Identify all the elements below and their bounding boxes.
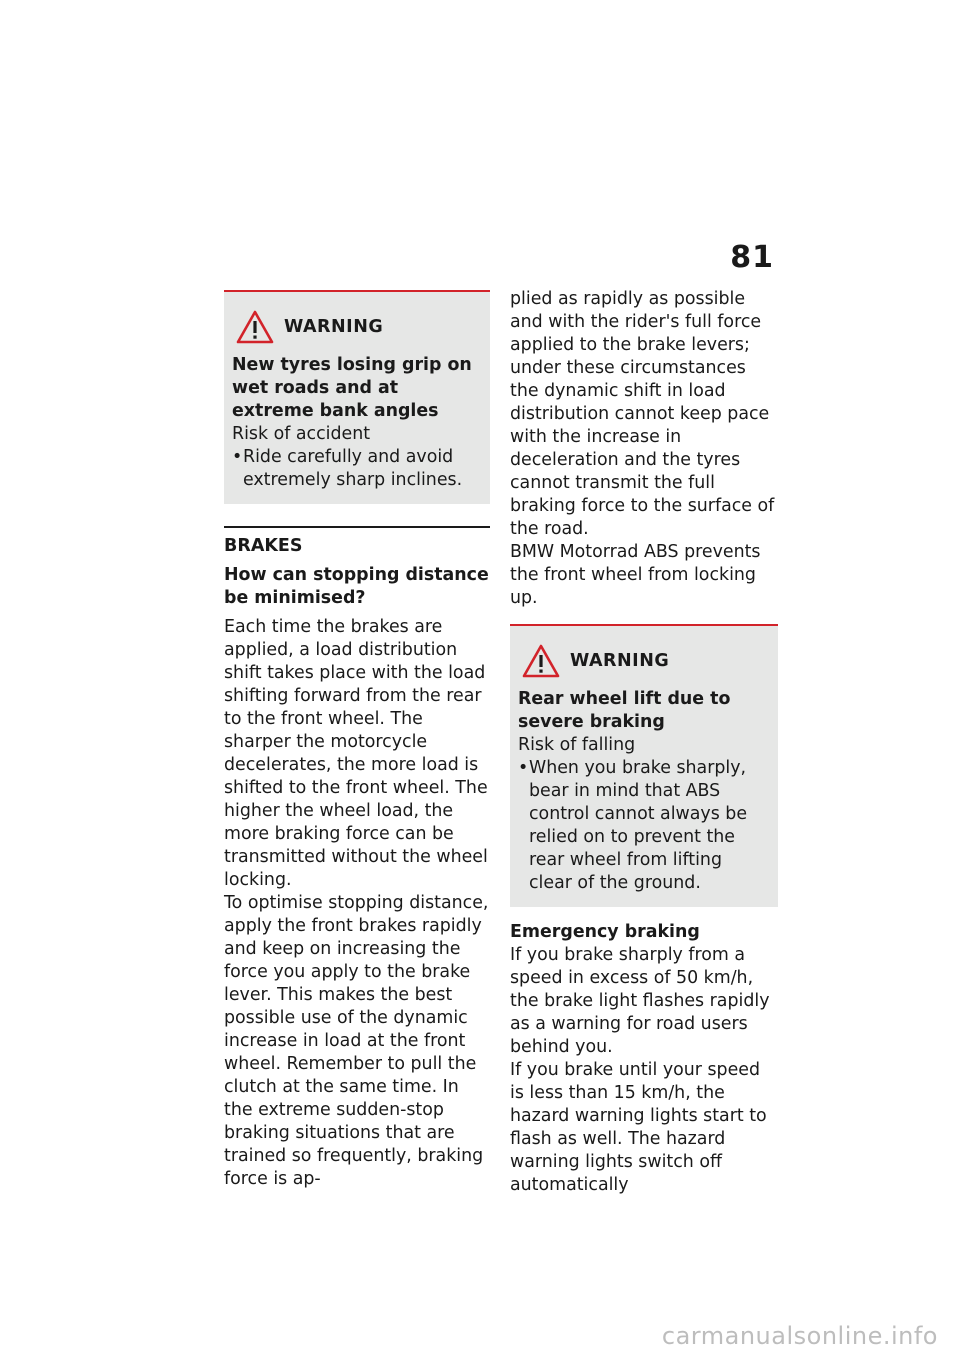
warning-subject: Rear wheel lift due to severe braking xyxy=(518,689,731,732)
warning-box-tyres xyxy=(224,290,490,504)
emergency-title: Emergency braking xyxy=(510,922,700,942)
warning-title: WARNING xyxy=(284,317,384,337)
emergency-braking-section xyxy=(510,921,778,1197)
warning-bullet-text: Ride carefully and avoid extremely sharp inclines. xyxy=(243,447,463,490)
body-paragraph: To optimise stopping distance, apply the front brakes rapidly and keep on increasing the force you apply to the brake lever. This makes the best possible use of the dynamic increase in load at the front wheel. Remember to pull the clutch at the same time. In the extreme sudden-stop braking situations that are trained so frequently, braking force is ap- xyxy=(224,893,489,1189)
warning-title: WARNING xyxy=(570,651,670,671)
section-brakes xyxy=(224,526,490,1191)
warning-bullet xyxy=(232,446,482,492)
section-title: BRAKES xyxy=(224,536,303,556)
warning-header xyxy=(518,644,770,678)
page-number: 81 xyxy=(730,240,774,275)
warning-header xyxy=(232,310,482,344)
warning-triangle-icon xyxy=(522,644,560,678)
body-paragraph: plied as rapidly as possible and with the rider's full force applied to the brake levers; under these circumstances the dynamic shift in load distribution cannot keep pace with the increase in deceleration and the tyres cannot transmit the full braking force to the surface of the road. xyxy=(510,289,775,539)
warning-risk: Risk of accident xyxy=(232,424,371,444)
warning-box-rear-wheel xyxy=(510,624,778,907)
warning-triangle-icon xyxy=(236,310,274,344)
warning-risk: Risk of falling xyxy=(518,735,636,755)
bullet-dot: • xyxy=(232,447,243,467)
right-column xyxy=(510,288,778,1197)
watermark: carmanualsonline.info xyxy=(661,1322,938,1350)
bullet-dot: • xyxy=(518,758,529,778)
warning-subject: New tyres losing grip on wet roads and at extreme bank angles xyxy=(232,355,472,421)
body-paragraph: BMW Motorrad ABS prevents the front wheel from locking up. xyxy=(510,542,761,608)
left-column xyxy=(224,290,490,1191)
warning-bullet-text: When you brake sharply, bear in mind that ABS control cannot always be relied on to prevent the rear wheel from lifting clear of the ground. xyxy=(529,758,748,893)
body-paragraph: Each time the brakes are applied, a load distribution shift takes place with the load shifting forward from the rear to the front wheel. The sharper the motorcycle decelerates, the more load is shifted to the front wheel. The higher the wheel load, the more braking force can be transmitted without the wheel locking. xyxy=(224,617,488,890)
body-paragraph: If you brake sharply from a speed in excess of 50 km/h, the brake light flashes rapidly as a warning for road users behind you. xyxy=(510,945,770,1057)
warning-bullet xyxy=(518,757,770,895)
question-heading: How can stopping distance be minimised? xyxy=(224,565,489,608)
body-paragraph: If you brake until your speed is less than 15 km/h, the hazard warning lights start to flash as well. The hazard warning lights switch off automatically xyxy=(510,1060,767,1195)
